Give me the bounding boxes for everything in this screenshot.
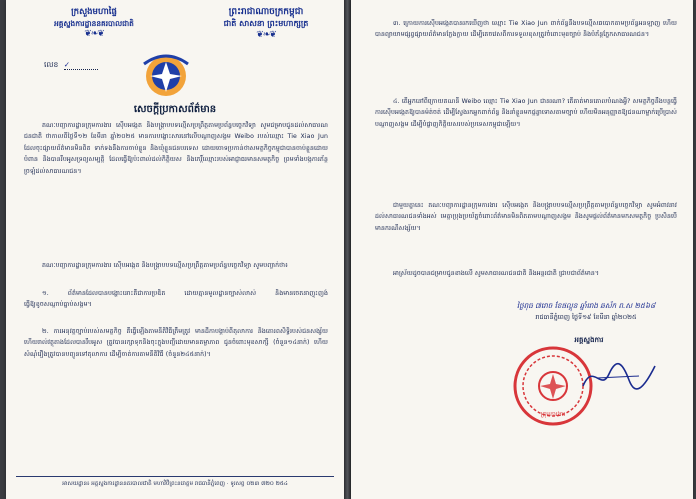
signature-underline	[597, 376, 639, 378]
page-gutter	[344, 0, 351, 499]
header-ornament-right: ❦❧❦	[256, 30, 276, 40]
reference-number	[44, 60, 98, 71]
lunar-date: ថ្ងៃពុធ ៧រោច ខែផល្គុន ឆ្នាំរោង ឆស័ក ព.ស ២៥៦៨	[516, 301, 656, 310]
reference-blank	[64, 60, 98, 70]
reference-checkmark: ✓	[63, 60, 70, 69]
right-paragraph-2: ៤. តើអ្នកនៅពីក្រោយគណនី Weibo ឈ្មោះ Tie Xiao Jun ជានរណា? តើគាត់មានគោលបំណងអ្វី? សមត្ថកិច្ចនឹងបន្តធ្វើការស៊ើបអង្កេតឱ្យបានម៉ត់ចត់ ដើម្បីស្វែងរកអ្នកពាក់ព័ន្ធ និងនាំខ្លួនមកផ្តន្ទាទោសតាមច្បាប់ ហើយមិនអនុញ្ញាតឱ្យជនណាម្នាក់ប្រើប្រាស់បណ្តាញសង្គម ដើម្បីបំផ្លាញកិត្តិយសរបស់ប្រទេសកម្ពុជាឡើយ។	[375, 98, 677, 128]
left-page	[6, 0, 344, 499]
department-name: អគ្គស្នងការដ្ឋាននគរបាលជាតិ	[54, 19, 134, 28]
letterhead-footer: អាសយដ្ឋាន៖ អគ្គស្នងការដ្ឋាននគរបាលជាតិ មហាវិថីព្រះនរោត្តម រាជធានីភ្នំពេញ · ទូរសព្ទ ០២៣ ៧២០ ២៥៤	[16, 476, 334, 488]
right-paragraph-4: អាស្រ័យដូចបានជម្រាបជូនខាងលើ សូមសាធារណជនជាតិ និងអន្តរជាតិ ជ្រាបជាព័ត៌មាន។	[393, 270, 600, 277]
seal-text: ក្រុមការងារ	[540, 411, 566, 418]
left-paragraph-1: គណៈបញ្ជាការដ្ឋានក្រុមការងារ ស៊ើបអង្កេត និងបង្ក្រាបបទល្មើសប្រព្រឹត្តតាមប្រព័ន្ធបច្ចេកវិទ្យា សូមជម្រាបជូនដល់សាធារណជនជាតិ ថាកាលពីថ្ងៃទី១២ ខែមីនា ឆ្នាំ២០២៥ មានការបង្ហោះសារនៅលើបណ្តាញសង្គម Weibo របស់ឈ្មោះ Tie Xiao Jun ដែលចុះផ្សាយព័ត៌មានមិនពិត ទាក់ទងនឹងការចាប់ខ្លួន និងឃុំខ្លួនជនបរទេស ដោយចោទប្រកាន់ថាសមត្ថកិច្ចកម្ពុជាបានចាប់ខ្លួនដោយបំពាន និងបានរឹបអូសទ្រព្យសម្បត្តិ ដែលធ្វើឱ្យប៉ះពាល់ដល់កិត្តិយស និងកេរ្តិ៍ឈ្មោះរបស់អាជ្ញាធរមានសមត្ថកិច្ច ព្រមទាំងបង្កការភ័ន្តច្រឡំដល់សាធារណជន។	[24, 122, 328, 175]
right-paragraph-1: ៣. ក្រោយការស៊ើបអង្កេតបានរកឃើញថា ឈ្មោះ Tie Xiao Jun ពាក់ព័ន្ធនឹងបទល្មើសឆបោកតាមប្រព័ន្ធអនឡាញ ហើយបានព្យាយាមផ្សព្វផ្សាយព័ត៌មានក្លែងក្លាយ ដើម្បីគេចវេសពីការទទួលខុសត្រូវចំពោះមុខច្បាប់ និងបំភ័ន្តភ្នែកសាធារណជន។	[375, 20, 677, 39]
date-block	[491, 300, 681, 323]
right-page	[351, 0, 693, 499]
seal-emblem	[540, 374, 566, 399]
national-motto: ជាតិ សាសនា ព្រះមហាក្សត្រ	[223, 19, 309, 28]
signer-title: អគ្គស្នងការ	[574, 336, 604, 344]
signature-stroke	[583, 364, 655, 389]
ministry-logo-icon	[138, 52, 194, 98]
left-paragraph-3: ១. ព័ត៌មានដែលបានបង្ហោះនោះគឺជាការប្រឌិត ដោយគ្មានមូលដ្ឋានច្បាស់លាស់ និងមានចេតនាញុះញង់ ធ្វើឱ្យខូចសណ្តាប់ធ្នាប់សង្គម។	[24, 290, 328, 309]
ministry-name: ក្រសួងមហាផ្ទៃ	[71, 7, 117, 17]
kingdom-header	[202, 6, 330, 40]
left-paragraph-4: ២. ការអនុវត្តច្បាប់របស់សមត្ថកិច្ច គឺធ្វើឡើងតាមនីតិវិធីត្រឹមត្រូវ មានដីកាបង្គាប់ពីតុលាការ និងគោរពសិទ្ធិរបស់ជនសង្ស័យ ហើយរាល់វត្ថុតាងដែលបានរឹបអូស ត្រូវបានរក្សាទុកនិងចុះក្នុងបញ្ជីដោយមានតម្លាភាព ជូនចំពោះមុខសាក្សី (ចំនួន១៤នាក់) ហើយសំណុំរឿងត្រូវបានបញ្ជូនទៅតុលាការ ដើម្បីចាត់ការតាមនីតិវិធី (ចំនួន២៤៥នាក់)។	[24, 328, 328, 358]
document-title: សេចក្តីប្រកាសព័ត៌មាន	[133, 104, 217, 115]
reference-label: លេខ	[44, 60, 59, 69]
left-paragraph-2: គណៈបញ្ជាការដ្ឋានក្រុមការងារ ស៊ើបអង្កេត និងបង្ក្រាបបទល្មើសប្រព្រឹត្តតាមប្រព័ន្ធបច្ចេកវិទ្យា សូមបញ្ជាក់ថា៖	[42, 262, 288, 269]
kingdom-name: ព្រះរាជាណាចក្រកម្ពុជា	[228, 7, 304, 17]
solar-date: រាជធានីភ្នំពេញ ថ្ងៃទី១៩ ខែមីនា ឆ្នាំ២០២៥	[535, 313, 637, 321]
signature-icon	[579, 356, 659, 396]
header-ornament-left: ❦❧❦	[84, 29, 104, 39]
right-paragraph-3: ជាមួយគ្នានេះ គណៈបញ្ជាការដ្ឋានក្រុមការងារ ស៊ើបអង្កេត និងបង្ក្រាបបទល្មើសប្រព្រឹត្តតាមប្រព័ន្ធបច្ចេកវិទ្យា សូមអំពាវនាវដល់សាធារណជនទាំងអស់ មេត្តាប្រុងប្រយ័ត្នចំពោះព័ត៌មានមិនពិតតាមបណ្តាញសង្គម និងសូមផ្តល់ព័ត៌មានមកសមត្ថកិច្ច ប្រសិនបើមានករណីសង្ស័យ។	[375, 202, 677, 232]
ministry-header	[34, 6, 154, 39]
